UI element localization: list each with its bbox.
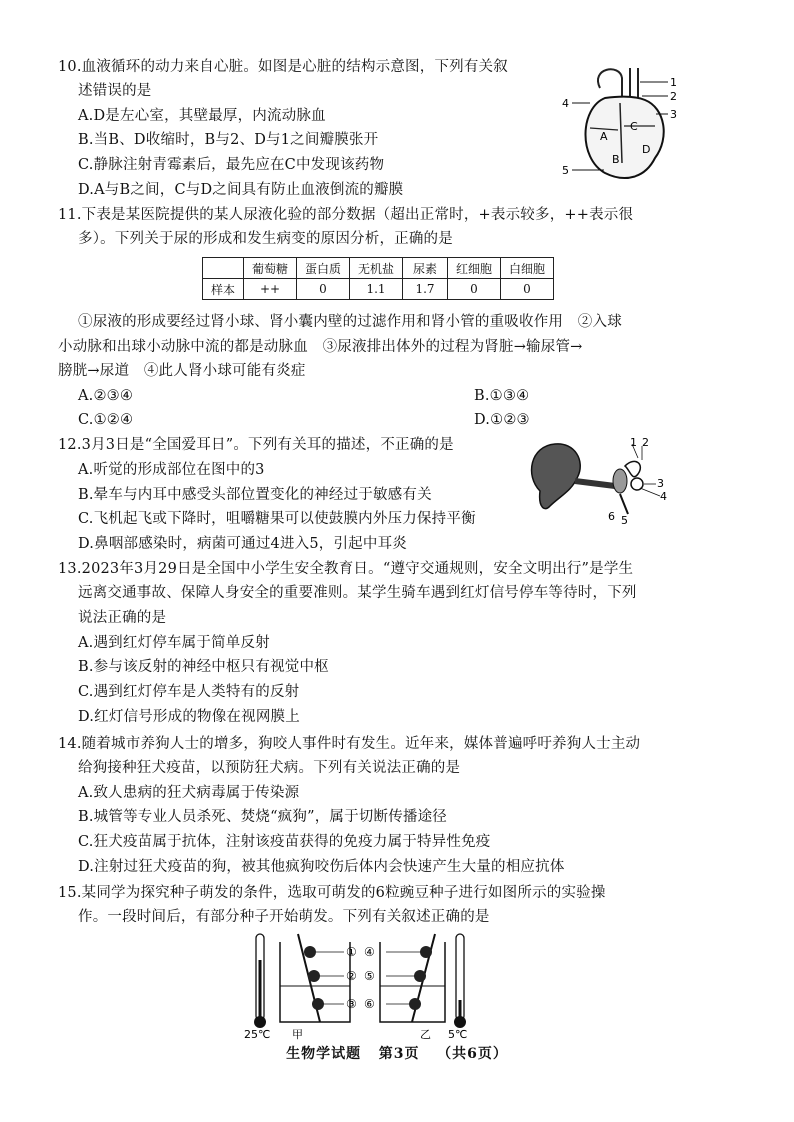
q12-stem: 12.3月3日是“全国爱耳日”。下列有关耳的描述，不正确的是: [58, 437, 454, 453]
ear-diagram: [520, 436, 670, 526]
q14-stem-line2: 给狗接种狂犬疫苗，以预防狂犬病。下列有关说法正确的是: [78, 760, 461, 776]
q15-stem-line2: 作。一段时间后，有部分种子开始萌发。下列有关叙述正确的是: [78, 909, 490, 925]
table-header-cell: 蛋白质: [297, 258, 350, 279]
heart-label-1: 1: [670, 76, 677, 89]
seed-label-4: ④: [364, 945, 375, 959]
seed-1: [304, 946, 316, 958]
seed-label-1: ①: [346, 945, 357, 959]
heart-label-a: A: [600, 130, 608, 143]
q12-option-d: D.鼻咽部感染时，病菌可通过4进入5，引起中耳炎: [78, 536, 407, 552]
q13-stem-line1: 13.2023年3月29日是全国中小学生安全教育日。“遵守交通规则，安全文明出行”是学生: [58, 561, 634, 577]
footer-total: （共6页）: [437, 1046, 508, 1062]
table-header-cell: [203, 258, 244, 279]
q11-stem-line2: 多）。下列关于尿的形成和发生病变的原因分析，正确的是: [78, 231, 453, 247]
q14-option-b: B.城管等专业人员杀死、焚烧“疯狗”，属于切断传播途径: [78, 809, 447, 825]
heart-label-4: 4: [562, 97, 569, 110]
right-beaker-label: 乙: [420, 1028, 431, 1040]
q10-option-d: D.A与B之间，C与D之间具有防止血液倒流的瓣膜: [78, 182, 404, 198]
q11-statement-line3: 膀胱→尿道 ④此人肾小球可能有炎症: [58, 363, 306, 379]
seed-label-2: ②: [346, 969, 357, 983]
q13-option-c: C.遇到红灯停车是人类特有的反射: [78, 684, 300, 700]
q11-statement-line1: ①尿液的形成要经过肾小球、肾小囊内壁的过滤作用和肾小管的重吸收作用 ②入球: [78, 314, 622, 330]
q10-option-a: A.D是左心室，其壁最厚，内流动脉血: [78, 108, 326, 124]
q14-option-c: C.狂犬疫苗属于抗体，注射该疫苗获得的免疫力属于特异性免疫: [78, 834, 491, 850]
table-cell: 0: [501, 279, 554, 300]
q10-stem-line2: 述错误的是: [78, 83, 152, 99]
q11-option-d: D.①②③: [474, 412, 530, 428]
q14-option-a: A.致人患病的狂犬病毒属于传染源: [78, 785, 300, 801]
heart-label-2: 2: [670, 90, 677, 103]
q13-stem-line2: 远离交通事故、保障人身安全的重要准则。某学生骑车遇到红灯信号停车等待时，下列: [78, 585, 637, 601]
footer-title: 生物学试题: [286, 1046, 362, 1062]
ear-label-6: 6: [608, 510, 615, 523]
q13-option-a: A.遇到红灯停车属于简单反射: [78, 635, 270, 651]
table-cell: 样本: [203, 279, 244, 300]
table-row: [203, 279, 554, 300]
q10-option-b: B.当B、D收缩时，B与2、D与1之间瓣膜张开: [78, 132, 379, 148]
table-cell: 0: [297, 279, 350, 300]
q11-option-a: A.②③④: [78, 388, 134, 404]
urine-data-table: [202, 257, 554, 300]
q11-option-b: B.①③④: [474, 388, 530, 404]
ear-label-1: 1: [630, 436, 637, 449]
heart-label-5: 5: [562, 164, 569, 177]
table-cell: 1.7: [403, 279, 448, 300]
left-temperature: 25℃: [244, 1028, 271, 1040]
ear-label-2: 2: [642, 436, 649, 449]
q12-option-b: B.晕车与内耳中感受头部位置变化的神经过于敏感有关: [78, 487, 432, 503]
table-cell: ++: [244, 279, 297, 300]
heart-label-b: B: [612, 153, 620, 166]
heart-label-3: 3: [670, 108, 677, 121]
q14-stem-line1: 14.随着城市养狗人士的增多，狗咬人事件时有发生。近年来，媒体普遍呼吁养狗人士主动: [58, 736, 641, 752]
page-footer: [0, 1043, 794, 1063]
table-cell: 1.1: [350, 279, 403, 300]
q10-option-c: C.静脉注射青霉素后，最先应在C中发现该药物: [78, 157, 385, 173]
beaker-right: [380, 942, 445, 1022]
seed-4: [420, 946, 432, 958]
heart-diagram: [560, 58, 690, 188]
q10-stem-line1: 10.血液循环的动力来自心脏。如图是心脏的结构示意图，下列有关叙: [58, 59, 508, 75]
seed-label-5: ⑤: [364, 969, 375, 983]
seed-2: [308, 970, 320, 982]
ear-label-4: 4: [660, 490, 667, 503]
seed-experiment-diagram: [240, 930, 480, 1040]
q15-stem-line1: 15.某同学为探究种子萌发的条件，选取可萌发的6粒豌豆种子进行如图所示的实验操: [58, 885, 606, 901]
seed-label-6: ⑥: [364, 997, 375, 1011]
q14-option-d: D.注射过狂犬疫苗的狗，被其他疯狗咬伤后体内会快速产生大量的相应抗体: [78, 859, 565, 875]
q13-option-d: D.红灯信号形成的物像在视网膜上: [78, 709, 300, 725]
table-header-cell: 白细胞: [501, 258, 554, 279]
ear-label-5: 5: [621, 514, 628, 526]
seed-3: [312, 998, 324, 1010]
seed-6: [409, 998, 421, 1010]
ear-label-3: 3: [657, 477, 664, 490]
q11-option-c: C.①②④: [78, 412, 134, 428]
table-header-cell: 无机盐: [350, 258, 403, 279]
table-cell: 0: [448, 279, 501, 300]
footer-page: 第3页: [378, 1046, 420, 1062]
heart-label-d: D: [642, 143, 651, 156]
right-temperature: 5℃: [448, 1028, 468, 1040]
q13-option-b: B.参与该反射的神经中枢只有视觉中枢: [78, 659, 329, 675]
table-header-cell: 红细胞: [448, 258, 501, 279]
seed-label-3: ③: [346, 997, 357, 1011]
heart-label-c: C: [630, 120, 638, 133]
q11-statement-line2: 小动脉和出球小动脉中流的都是动脉血 ③尿液排出体外的过程为肾脏→输尿管→: [58, 339, 583, 355]
table-header-cell: 尿素: [403, 258, 448, 279]
table-header-row: [203, 258, 554, 279]
q11-stem-line1: 11.下表是某医院提供的某人尿液化验的部分数据（超出正常时，+表示较多，++表示很: [58, 207, 634, 223]
left-beaker-label: 甲: [292, 1028, 303, 1040]
q13-stem-line3: 说法正确的是: [78, 610, 167, 626]
q12-option-a: A.听觉的形成部位在图中的3: [78, 462, 265, 478]
q12-option-c: C.飞机起飞或下降时，咀嚼糖果可以使鼓膜内外压力保持平衡: [78, 511, 476, 527]
seed-5: [414, 970, 426, 982]
table-header-cell: 葡萄糖: [244, 258, 297, 279]
